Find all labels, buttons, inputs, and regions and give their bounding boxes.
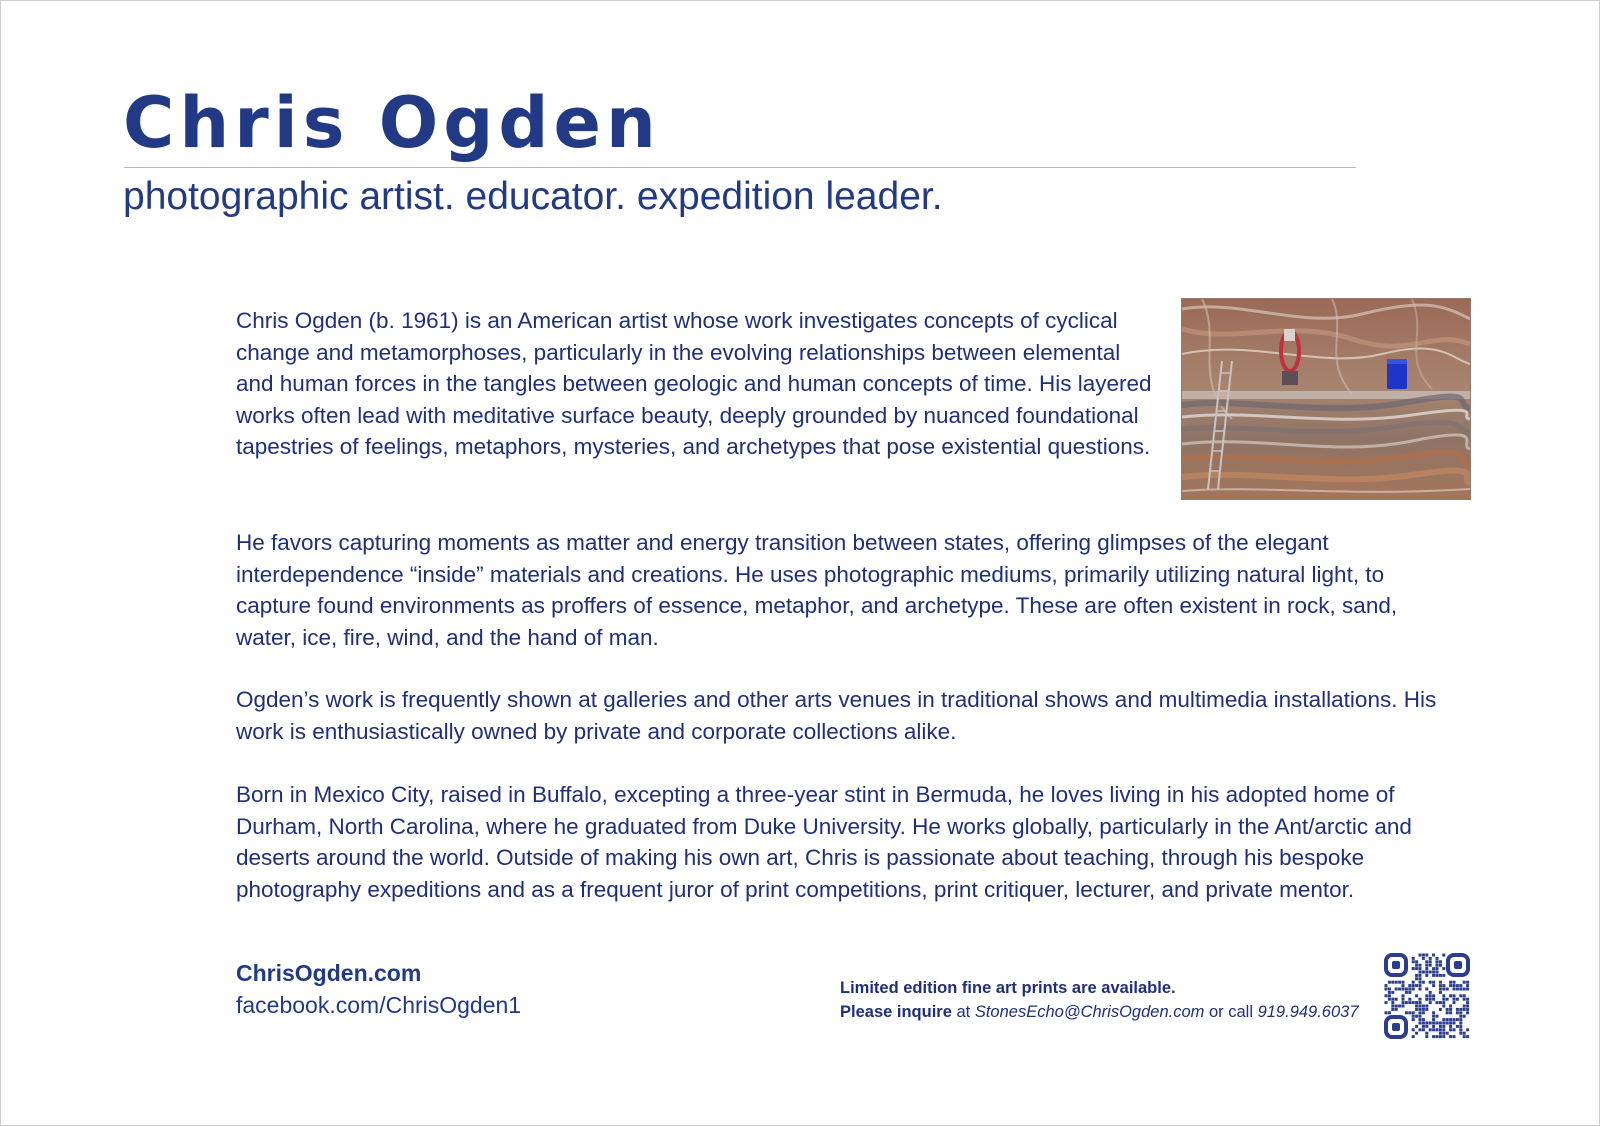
qr-module: [1405, 1011, 1408, 1014]
qr-module: [1442, 1028, 1445, 1031]
qr-module: [1402, 988, 1405, 991]
qr-module: [1391, 1005, 1394, 1008]
rock-strata-photo: [1181, 298, 1471, 500]
qr-module: [1429, 1001, 1432, 1004]
qr-module: [1388, 991, 1391, 994]
qr-module: [1425, 967, 1428, 970]
qr-module: [1425, 1005, 1428, 1008]
qr-module: [1429, 957, 1432, 960]
qr-module: [1466, 984, 1469, 987]
qr-module: [1449, 1028, 1452, 1031]
qr-module: [1463, 998, 1466, 1001]
qr-module: [1385, 988, 1388, 991]
qr-module: [1432, 974, 1435, 977]
qr-module: [1453, 1028, 1456, 1031]
qr-module: [1412, 960, 1415, 963]
qr-module: [1439, 1035, 1442, 1038]
qr-module: [1432, 967, 1435, 970]
prints-or-call-text: or call: [1208, 1003, 1253, 1021]
qr-module: [1463, 988, 1466, 991]
qr-module: [1419, 964, 1422, 967]
qr-module: [1446, 1022, 1449, 1025]
qr-module: [1425, 1022, 1428, 1025]
qr-module: [1385, 1011, 1388, 1014]
qr-module: [1402, 1005, 1405, 1008]
qr-module: [1442, 1018, 1445, 1021]
qr-module: [1442, 1022, 1445, 1025]
prints-inquire-label: Please inquire: [840, 1003, 952, 1021]
qr-module: [1439, 1001, 1442, 1004]
qr-module: [1398, 1005, 1401, 1008]
qr-module: [1419, 1018, 1422, 1021]
qr-module: [1402, 994, 1405, 997]
qr-module: [1439, 991, 1442, 994]
qr-module: [1391, 1001, 1394, 1004]
qr-module: [1466, 1005, 1469, 1008]
qr-module: [1453, 1035, 1456, 1038]
qr-module: [1408, 1011, 1411, 1014]
qr-module: [1439, 1008, 1442, 1011]
qr-module: [1422, 981, 1425, 984]
qr-module: [1436, 974, 1439, 977]
qr-module: [1422, 1005, 1425, 1008]
qr-module: [1446, 1018, 1449, 1021]
qr-module: [1419, 984, 1422, 987]
qr-module: [1412, 957, 1415, 960]
qr-module: [1453, 994, 1456, 997]
qr-module: [1422, 1028, 1425, 1031]
qr-module: [1391, 998, 1394, 1001]
prints-email-link[interactable]: StonesEcho@ChrisOgden.com: [974, 1003, 1205, 1021]
qr-module: [1442, 1025, 1445, 1028]
qr-module: [1398, 981, 1401, 984]
qr-module: [1466, 1035, 1469, 1038]
qr-module: [1442, 994, 1445, 997]
qr-module: [1449, 981, 1452, 984]
qr-module: [1425, 1032, 1428, 1035]
qr-module: [1442, 984, 1445, 987]
qr-module: [1442, 954, 1445, 957]
qr-module: [1459, 1018, 1462, 1021]
qr-module: [1459, 1028, 1462, 1031]
qr-module: [1419, 1001, 1422, 1004]
qr-module: [1415, 994, 1418, 997]
qr-module: [1432, 1022, 1435, 1025]
qr-module: [1412, 1011, 1415, 1014]
qr-module: [1408, 991, 1411, 994]
qr-module: [1456, 1018, 1459, 1021]
qr-module: [1459, 1022, 1462, 1025]
qr-module: [1436, 1022, 1439, 1025]
qr-module: [1439, 1032, 1442, 1035]
qr-module: [1415, 1005, 1418, 1008]
qr-module: [1422, 1022, 1425, 1025]
qr-module: [1449, 1018, 1452, 1021]
qr-module: [1388, 998, 1391, 1001]
qr-module: [1453, 984, 1456, 987]
qr-module: [1446, 988, 1449, 991]
qr-module: [1449, 1035, 1452, 1038]
qr-module: [1442, 988, 1445, 991]
qr-module: [1432, 971, 1435, 974]
qr-module: [1463, 981, 1466, 984]
qr-module: [1442, 1035, 1445, 1038]
qr-module: [1459, 984, 1462, 987]
qr-module: [1419, 971, 1422, 974]
qr-module: [1436, 960, 1439, 963]
qr-module: [1429, 1022, 1432, 1025]
qr-module: [1456, 984, 1459, 987]
qr-module: [1415, 1025, 1418, 1028]
qr-module: [1425, 1008, 1428, 1011]
qr-module: [1415, 964, 1418, 967]
qr-module: [1463, 1015, 1466, 1018]
qr-module: [1425, 964, 1428, 967]
qr-module: [1419, 1011, 1422, 1014]
qr-module: [1442, 1032, 1445, 1035]
qr-module: [1449, 1011, 1452, 1014]
qr-module: [1422, 1008, 1425, 1011]
prints-at-text: at: [956, 1003, 971, 1021]
qr-module: [1388, 988, 1391, 991]
qr-module: [1449, 1005, 1452, 1008]
qr-module: [1415, 1032, 1418, 1035]
qr-module: [1453, 988, 1456, 991]
qr-module: [1408, 1001, 1411, 1004]
website-link[interactable]: ChrisOgden.com: [236, 960, 422, 986]
qr-module: [1432, 1018, 1435, 1021]
qr-module: [1425, 994, 1428, 997]
qr-module: [1436, 957, 1439, 960]
qr-module: [1456, 988, 1459, 991]
qr-module: [1466, 1001, 1469, 1004]
qr-module: [1388, 1011, 1391, 1014]
artist-name: Chris Ogden: [123, 82, 661, 164]
qr-module: [1453, 1022, 1456, 1025]
qr-module: [1402, 1001, 1405, 1004]
qr-module: [1432, 1011, 1435, 1014]
qr-module: [1429, 981, 1432, 984]
qr-module: [1449, 984, 1452, 987]
qr-module: [1442, 998, 1445, 1001]
qr-module: [1439, 960, 1442, 963]
qr-module: [1422, 1018, 1425, 1021]
qr-module: [1395, 998, 1398, 1001]
qr-module: [1453, 1001, 1456, 1004]
qr-module: [1412, 984, 1415, 987]
prints-phone[interactable]: 919.949.6037: [1257, 1003, 1359, 1021]
qr-module: [1432, 994, 1435, 997]
title-divider: [124, 167, 1356, 168]
qr-module: [1429, 964, 1432, 967]
qr-module: [1466, 1028, 1469, 1031]
qr-module: [1415, 1008, 1418, 1011]
qr-module: [1422, 1011, 1425, 1014]
qr-module: [1419, 1005, 1422, 1008]
qr-module: [1439, 1025, 1442, 1028]
qr-module: [1402, 981, 1405, 984]
qr-module: [1425, 954, 1428, 957]
qr-module: [1442, 1005, 1445, 1008]
qr-module: [1456, 1025, 1459, 1028]
qr-module: [1449, 1022, 1452, 1025]
qr-module: [1419, 967, 1422, 970]
qr-module: [1391, 991, 1394, 994]
qr-module: [1432, 954, 1435, 957]
qr-module: [1422, 971, 1425, 974]
qr-module: [1456, 1008, 1459, 1011]
qr-module: [1436, 964, 1439, 967]
qr-module: [1422, 954, 1425, 957]
qr-module: [1439, 981, 1442, 984]
qr-module: [1391, 981, 1394, 984]
qr-module: [1419, 1022, 1422, 1025]
qr-module: [1442, 967, 1445, 970]
qr-module: [1432, 1035, 1435, 1038]
qr-module: [1425, 974, 1428, 977]
qr-module: [1415, 974, 1418, 977]
qr-module: [1425, 960, 1428, 963]
qr-module: [1425, 988, 1428, 991]
qr-module: [1405, 988, 1408, 991]
qr-module: [1449, 1008, 1452, 1011]
qr-module: [1439, 964, 1442, 967]
qr-module: [1395, 981, 1398, 984]
qr-module: [1459, 1032, 1462, 1035]
prints-notice: [840, 976, 1359, 1024]
qr-module: [1425, 998, 1428, 1001]
qr-module: [1405, 1001, 1408, 1004]
qr-module: [1412, 1028, 1415, 1031]
qr-module: [1436, 1028, 1439, 1031]
qr-module: [1415, 984, 1418, 987]
qr-module: [1429, 991, 1432, 994]
qr-module: [1459, 988, 1462, 991]
qr-module: [1415, 977, 1418, 980]
qr-module: [1463, 994, 1466, 997]
qr-module: [1463, 1008, 1466, 1011]
qr-module: [1459, 994, 1462, 997]
qr-module: [1395, 1008, 1398, 1011]
prints-availability: Limited edition fine art prints are available.: [840, 979, 1176, 997]
qr-module: [1419, 988, 1422, 991]
bio-paragraph-4: Born in Mexico City, raised in Buffalo, excepting a three-year stint in Bermuda, he loves living in his adopted home of Durham, North Carolina, where he graduated from Duke University. He works globally, particularly in the Ant/arctic and deserts around the world. Outside of making his own art, Chris is passionate about teaching, through his bespoke photography expeditions and as a frequent juror of print competitions, print critiquer, lecturer, and private mentor.: [236, 782, 1412, 902]
qr-module: [1412, 1018, 1415, 1021]
qr-module: [1415, 960, 1418, 963]
qr-module: [1439, 1028, 1442, 1031]
tagline: photographic artist. educator. expedition leader.: [123, 175, 943, 218]
qr-module: [1419, 1008, 1422, 1011]
qr-module: [1412, 967, 1415, 970]
qr-module: [1412, 1001, 1415, 1004]
qr-module: [1459, 1011, 1462, 1014]
qr-module: [1388, 994, 1391, 997]
qr-module: [1463, 1032, 1466, 1035]
qr-module: [1402, 984, 1405, 987]
qr-module: [1436, 1015, 1439, 1018]
qr-module: [1453, 1018, 1456, 1021]
qr-module: [1408, 984, 1411, 987]
qr-module: [1412, 981, 1415, 984]
qr-module: [1398, 988, 1401, 991]
qr-module: [1429, 971, 1432, 974]
qr-module: [1432, 1028, 1435, 1031]
qr-module: [1446, 1032, 1449, 1035]
qr-module: [1419, 977, 1422, 980]
qr-module: [1385, 994, 1388, 997]
qr-module: [1436, 967, 1439, 970]
bio-paragraph-3: Ogden’s work is frequently shown at galleries and other arts venues in traditional shows and multimedia installations. His work is enthusiastically owned by private and corporate collections alike.: [236, 687, 1437, 744]
facebook-link[interactable]: facebook.com/ChrisOgden1: [236, 992, 522, 1018]
qr-module: [1415, 967, 1418, 970]
qr-code-icon: [1384, 953, 1470, 1039]
qr-module: [1391, 1008, 1394, 1011]
qr-module: [1466, 1008, 1469, 1011]
qr-module: [1453, 998, 1456, 1001]
qr-module: [1456, 1011, 1459, 1014]
qr-module: [1425, 971, 1428, 974]
qr-module: [1419, 954, 1422, 957]
qr-module: [1419, 1028, 1422, 1031]
qr-module: [1432, 984, 1435, 987]
qr-module: [1429, 960, 1432, 963]
qr-module: [1449, 994, 1452, 997]
qr-module: [1422, 1025, 1425, 1028]
qr-module: [1415, 1015, 1418, 1018]
qr-module: [1412, 988, 1415, 991]
qr-module: [1446, 1008, 1449, 1011]
qr-module: [1459, 1008, 1462, 1011]
qr-module: [1439, 974, 1442, 977]
qr-module: [1453, 981, 1456, 984]
qr-module: [1429, 1028, 1432, 1031]
qr-module: [1466, 988, 1469, 991]
qr-module: [1415, 1001, 1418, 1004]
qr-module: [1385, 984, 1388, 987]
qr-module: [1412, 1035, 1415, 1038]
qr-module: [1446, 1011, 1449, 1014]
qr-module: [1439, 988, 1442, 991]
qr-module: [1439, 984, 1442, 987]
qr-module: [1459, 1015, 1462, 1018]
qr-module: [1432, 1015, 1435, 1018]
qr-module: [1436, 971, 1439, 974]
qr-module: [1395, 988, 1398, 991]
qr-module: [1419, 1015, 1422, 1018]
qr-module: [1432, 981, 1435, 984]
qr-module: [1442, 974, 1445, 977]
bio-paragraph-1: Chris Ogden (b. 1961) is an American artist whose work investigates concepts of cyclical change and metamorphoses, particularly in the evolving relationships between elemental and human forces in the tangles between geologic and human concepts of time. His layered works often lead with meditative surface beauty, deeply grounded by nuanced foundational tapestries of feelings, metaphors, mysteries, and archetypes that pose existential questions.: [236, 308, 1152, 460]
qr-module: [1459, 1025, 1462, 1028]
qr-module: [1425, 1025, 1428, 1028]
qr-module: [1446, 998, 1449, 1001]
qr-module: [1419, 974, 1422, 977]
qr-module: [1395, 1005, 1398, 1008]
qr-module: [1408, 988, 1411, 991]
qr-module: [1466, 998, 1469, 1001]
qr-module: [1419, 981, 1422, 984]
qr-module: [1429, 994, 1432, 997]
qr-module: [1419, 998, 1422, 1001]
qr-module: [1432, 1025, 1435, 1028]
qr-module: [1442, 1001, 1445, 1004]
qr-module: [1432, 998, 1435, 1001]
bio-paragraph-2: He favors capturing moments as matter and energy transition between states, offering glimpses of the elegant interdependence “inside” materials and creations. He uses photographic mediums, primarily utilizing natural light, to capture found environments as proffers of essence, metaphor, and archetype. These are often existent in rock, sand, water, ice, fire, wind, and the hand of man.: [236, 530, 1398, 650]
qr-module: [1436, 1035, 1439, 1038]
qr-module: [1466, 1011, 1469, 1014]
qr-module: [1436, 1001, 1439, 1004]
qr-module: [1408, 998, 1411, 1001]
qr-module: [1388, 981, 1391, 984]
qr-module: [1385, 1001, 1388, 1004]
qr-module: [1405, 991, 1408, 994]
qr-module: [1456, 998, 1459, 1001]
qr-module: [1422, 957, 1425, 960]
qr-module: [1463, 1035, 1466, 1038]
qr-module: [1425, 1035, 1428, 1038]
qr-module: [1402, 998, 1405, 1001]
qr-module: [1439, 1022, 1442, 1025]
qr-module: [1449, 1025, 1452, 1028]
qr-module: [1466, 981, 1469, 984]
qr-module: [1463, 1005, 1466, 1008]
qr-module: [1429, 998, 1432, 1001]
qr-module: [1412, 1015, 1415, 1018]
